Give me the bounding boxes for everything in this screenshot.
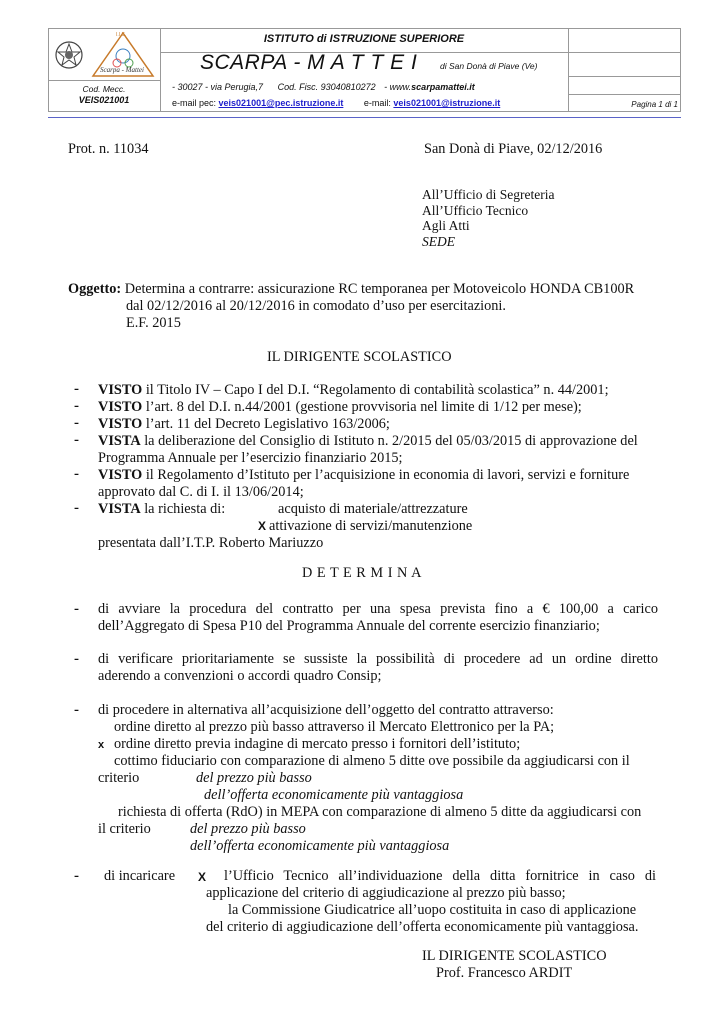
visto-item: VISTA la deliberazione del Consiglio di Istituto n. 2/2015 del 05/03/2015 di approvazione del Programma Annuale per l’esercizio finanziario 2015; [98, 433, 638, 466]
place-date: San Donà di Piave, 02/12/2016 [424, 141, 603, 157]
address-text: - 30027 - via Perugia,7 [172, 82, 264, 92]
subject-label: Oggetto: [68, 281, 122, 297]
bullet-dash: - [74, 466, 79, 482]
criterio-option: del prezzo più basso [196, 770, 312, 786]
school-logo [90, 30, 156, 80]
incaricare-label: di incaricare [104, 868, 176, 884]
item-procedere: di procedere in alternativa all’acquisizione dell’oggetto del contratto attraverso: ordine diretto al prezzo più basso attraverso il Mercato Elettronico per la PA; x ordine diretto previa indagine di mercato presso i fornitori dell’istituto; cottimo fiduciario con comparazione di almeno 5 ditte ove possibile da aggiudicarsi con il criterio del prezzo più basso dell’offerta economicamente più vantaggiosa richiesta di offerta (RdO) in MEPA con comparazione di almeno 5 ditte da aggiudicarsi con il criterio del prezzo più basso dell’offerta economicamente più vantaggiosa [98, 702, 658, 855]
subject-line: Determina a contrarre: assicurazione RC temporanea per Motoveicolo HONDA CB100R [124, 281, 635, 297]
pec-label: e-mail pec: [172, 98, 217, 108]
header-rule [48, 117, 681, 118]
school-name: SCARPA - M A T T E I [200, 51, 418, 74]
bullet-dash: - [74, 702, 79, 718]
bullet-dash: - [74, 415, 79, 431]
option-indagine: x ordine diretto previa indagine di mercato presso i fornitori dell’istituto; [98, 736, 521, 752]
criterio-label: criterio [98, 770, 140, 786]
logo-text: Scarpa - Mattei [100, 66, 144, 74]
checkbox-mark: X [198, 870, 207, 884]
visto-item: VISTA la richiesta di: acquisto di materiale/attrezzature [98, 501, 468, 517]
option-rdo: richiesta di offerta (RdO) in MEPA con comparazione di almeno 5 ditte da aggiudicarsi con [118, 804, 642, 820]
determina-heading: D E T E R M I N A [302, 565, 422, 581]
pec-email-link[interactable]: veis021001@pec.istruzione.it [218, 98, 344, 108]
school-location: di San Donà di Piave (Ve) [440, 61, 538, 71]
item-incaricare: di incaricare X l’Ufficio Tecnico all’individuazione della ditta fornitrice in caso di applicazione del criterio di aggiudicazione al prezzo più basso; la Commissione Giudicatrice all’uopo costituita in caso di applicazione del criterio di aggiudicazione dell’offerta economicamente più vantaggiosa. [104, 868, 656, 935]
recipient: SEDE [422, 233, 455, 249]
subject-line: dal 02/12/2016 al 20/12/2016 in comodato d’uso per esercitazioni. [126, 298, 506, 314]
recipient: Agli Atti [422, 218, 470, 233]
criterio-label: il criterio [98, 821, 151, 837]
bullet-dash: - [74, 432, 79, 448]
criterio-option: dell’offerta economicamente più vantaggiosa [204, 787, 464, 803]
checkbox-mark: X [258, 519, 267, 533]
page-number: Pagina 1 di 1 [631, 100, 678, 109]
visto-item: VISTO l’art. 11 del Decreto Legislativo 163/2006; [98, 416, 390, 432]
option-mepa: ordine diretto al prezzo più basso attraverso il Mercato Elettronico per la PA; [114, 719, 555, 735]
bullet-dash: - [74, 868, 79, 884]
cod-mecc-value: VEIS021001 [78, 95, 130, 105]
website-prefix: - www. [384, 82, 412, 92]
protocol-number: Prot. n. 11034 [68, 141, 149, 157]
logo-top-text: I.I.S. [116, 32, 127, 38]
visto-item: VISTO il Regolamento d’Istituto per l’acquisizione in economia di lavori, servizi e forniture approvato dal C. di I. il 13/06/2014; [98, 467, 630, 500]
visto-item: VISTO l’art. 8 del D.I. n.44/2001 (gestione provvisoria nel limite di 1/12 per mese); [98, 399, 582, 415]
subject [68, 281, 668, 332]
emails [172, 98, 500, 108]
item-verificare: di verificare prioritariamente se sussiste la possibilità di procedere ad un ordine diretto aderendo a convenzioni o accordi quadro Consip; [98, 651, 658, 684]
address [172, 82, 475, 92]
email-label: e-mail: [363, 98, 391, 108]
option-attivazione: attivazione di servizi/manutenzione [269, 518, 473, 534]
signature-title: IL DIRIGENTE SCOLASTICO [422, 948, 607, 964]
visto-list [98, 382, 658, 535]
dirigente-heading: IL DIRIGENTE SCOLASTICO [267, 349, 452, 365]
presented-by: presentata dall’I.T.P. Roberto Mariuzzo [98, 535, 324, 551]
signature-name: Prof. Francesco ARDIT [436, 965, 573, 981]
institute-type: ISTITUTO di ISTRUZIONE SUPERIORE [263, 33, 465, 45]
website: scarpamattei.it [411, 82, 475, 92]
cod-mecc-label: Cod. Mecc. [82, 84, 126, 94]
email-link[interactable]: veis021001@istruzione.it [393, 98, 501, 108]
bullet-dash: - [74, 398, 79, 414]
item-avviare: di avviare la procedura del contratto per una spesa prevista fino a € 100,00 a carico dell’Aggregato di Spesa P10 del Programma Annuale del corrente esercizio finanziario; [98, 601, 658, 634]
cod-fisc: Cod. Fisc. 93040810272 [277, 82, 376, 92]
bullet-dash: - [74, 381, 79, 397]
bullet-dash: - [74, 651, 79, 667]
option-cottimo: cottimo fiduciario con comparazione di almeno 5 ditte ove possibile da aggiudicarsi con il [114, 753, 630, 769]
letterhead [48, 28, 681, 112]
recipient: All’Ufficio di Segreteria [422, 187, 555, 202]
criterio-option: dell’offerta economicamente più vantaggiosa [190, 838, 450, 854]
criterio-option: del prezzo più basso [190, 821, 306, 837]
recipients [422, 187, 554, 249]
bullet-dash: - [74, 500, 79, 516]
option-acquisto: acquisto di materiale/attrezzature [278, 501, 468, 517]
bullet-dash: - [74, 601, 79, 617]
republic-emblem-icon [54, 40, 84, 70]
visto-item: VISTO il Titolo IV – Capo I del D.I. “Regolamento di contabilità scolastica” n. 44/2001; [98, 382, 609, 398]
subject-line: E.F. 2015 [126, 315, 181, 331]
recipient: All’Ufficio Tecnico [422, 202, 529, 218]
checkbox-mark: x [98, 739, 105, 751]
